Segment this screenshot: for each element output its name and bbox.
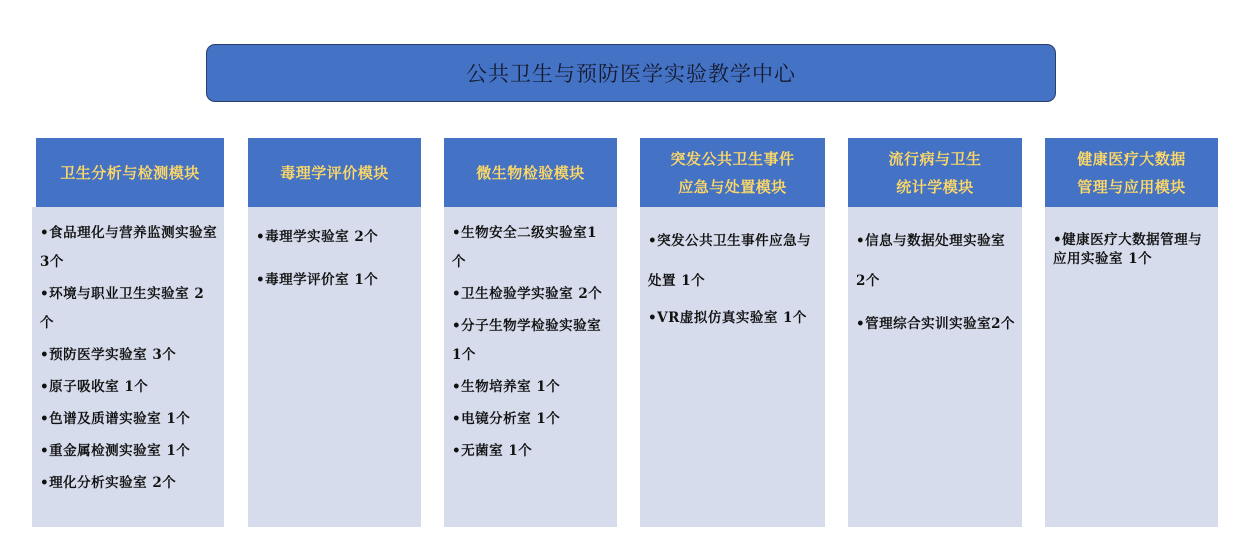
module-item: •毒理学实验室 2个 bbox=[256, 229, 379, 245]
module-item: •预防医学实验室 3个 bbox=[40, 347, 177, 363]
module-item-list bbox=[1053, 231, 1212, 269]
module-header-toxicology bbox=[248, 138, 421, 207]
module-item: •管理综合实训实验室2个 bbox=[856, 316, 1016, 332]
module-title: 突发公共卫生事件 应急与处置模块 bbox=[670, 149, 795, 196]
module-header-analysis bbox=[36, 138, 224, 207]
module-item: •无菌室 1个 bbox=[452, 443, 533, 459]
module-item: •分子生物学检验实验室 1个 bbox=[452, 318, 602, 363]
module-item: •VR虚拟仿真实验室 1个 bbox=[648, 310, 807, 326]
module-item: •毒理学评价室 1个 bbox=[256, 272, 379, 288]
module-body-emergency bbox=[640, 207, 825, 527]
module-title: 毒理学评价模块 bbox=[280, 163, 389, 182]
module-item: •生物安全二级实验室1个 bbox=[452, 225, 598, 270]
module-item: •信息与数据处理实验室 2个 bbox=[856, 233, 1006, 289]
module-item: •环境与职业卫生实验室 2个 bbox=[40, 286, 205, 331]
module-item: •健康医疗大数据管理与应用实验室 1个 bbox=[1053, 232, 1203, 267]
module-title: 微生物检验模块 bbox=[476, 163, 585, 182]
module-item-list bbox=[856, 221, 1016, 344]
module-header-bigdata bbox=[1045, 138, 1218, 207]
module-item-list bbox=[648, 221, 819, 333]
module-body-analysis bbox=[32, 207, 224, 527]
module-item: •重金属检测实验室 1个 bbox=[40, 443, 191, 459]
module-body-microbiology bbox=[444, 207, 617, 527]
module-item: •理化分析实验室 2个 bbox=[40, 475, 177, 491]
module-item: •生物培养室 1个 bbox=[452, 379, 561, 395]
module-item: •原子吸收室 1个 bbox=[40, 379, 149, 395]
module-header-epidemiology bbox=[848, 138, 1022, 207]
module-title: 卫生分析与检测模块 bbox=[60, 163, 200, 182]
module-title: 流行病与卫生 统计学模块 bbox=[888, 149, 982, 196]
module-item-list bbox=[40, 219, 218, 498]
module-item-list bbox=[452, 219, 611, 466]
module-item: •卫生检验学实验室 2个 bbox=[452, 286, 603, 302]
module-body-epidemiology bbox=[848, 207, 1022, 527]
module-item: •色谱及质谱实验室 1个 bbox=[40, 411, 191, 427]
module-body-toxicology bbox=[248, 207, 421, 527]
module-header-microbiology bbox=[444, 138, 617, 207]
module-item-list bbox=[256, 223, 415, 295]
module-title: 健康医疗大数据 管理与应用模块 bbox=[1077, 149, 1186, 196]
module-body-bigdata bbox=[1045, 207, 1218, 527]
module-header-emergency bbox=[640, 138, 825, 207]
module-item: •突发公共卫生事件应急与处置 1个 bbox=[648, 233, 812, 289]
center-title: 公共卫生与预防医学实验教学中心 bbox=[466, 62, 796, 86]
module-item: •食品理化与营养监测实验室 3个 bbox=[40, 225, 218, 270]
module-item: •电镜分析室 1个 bbox=[452, 411, 561, 427]
center-title-box bbox=[206, 44, 1056, 102]
